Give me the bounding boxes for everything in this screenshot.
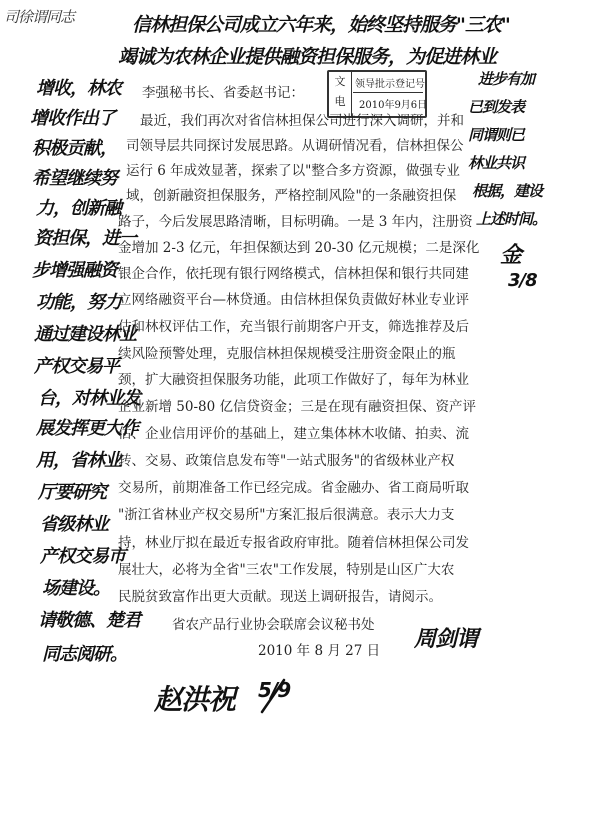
stamp-label-bottom: 电 — [334, 95, 346, 108]
stamp-label-top: 文 — [334, 75, 346, 88]
letter-line: 立网络融资平台—林贷通。由信林担保负责做好林业专业评 — [118, 292, 469, 308]
left-annotation-line: 请敬德、楚君 — [38, 610, 140, 631]
letter-date: 2010 年 8 月 27 日 — [258, 643, 381, 659]
left-annotation-line: 积极贡献， — [32, 138, 117, 159]
left-annotation-line: 步增强融资 — [32, 260, 117, 281]
letter-line: 民脱贫致富作出更大贡献。现送上调研报告，请阅示。 — [118, 589, 442, 605]
left-annotation-line: 增收作出了 — [30, 108, 115, 129]
top-annotation-line2: 竭诚为农林企业提供融资担保服务，为促进林业 — [118, 46, 497, 68]
letter-line: 银企合作，依托现有银行网络模式，信林担保和银行共同建 — [118, 266, 469, 282]
left-annotation-line: 台，对林业发 — [38, 388, 140, 409]
letter-line: 交易所，前期准备工作已经完成。省金融办、省工商局听取 — [118, 480, 469, 496]
letter-line: 域，创新融资担保服务，严格控制风险"的一条融资担保 — [126, 188, 457, 204]
letter-sender: 省农产品行业协会联席会议秘书处 — [172, 617, 375, 633]
left-annotation-line: 增收，林农 — [36, 78, 121, 99]
left-annotation-line: 用，省林业 — [36, 450, 121, 471]
letter-line: 展壮大，必将为全省"三农"工作发展，特别是山区广大农 — [118, 562, 455, 578]
right-signature-date: 3/8 — [508, 270, 537, 291]
bottom-signature: 赵洪祝 — [154, 683, 236, 716]
stamp-divider — [353, 92, 423, 93]
letter-line: 估和林权评估工作，充当银行前期客户开支，筛选推荐及后 — [118, 319, 469, 335]
right-signature: 金 — [500, 243, 522, 268]
left-annotation-line: 厅要研究 — [38, 482, 106, 503]
stamp-label — [329, 72, 352, 116]
letter-line: 最近，我们再次对省信林担保公司进行深入调研，并和 — [140, 113, 464, 129]
receipt-stamp — [327, 70, 427, 118]
letter-line: 颈，扩大融资担保服务功能，此项工作做好了，每年为林业 — [118, 372, 469, 388]
left-annotation-line: 产权交易平 — [34, 356, 119, 377]
right-annotation-line: 林业共识 — [468, 154, 525, 172]
left-annotation-line: 同志阅研。 — [42, 644, 127, 665]
letter-line: 持，林业厅拟在最近专报省政府审批。随着信林担保公司发 — [118, 535, 469, 551]
right-annotation-line: 同谓则已 — [468, 126, 525, 144]
left-annotation-line: 资担保，进一 — [34, 228, 136, 249]
left-annotation-line: 场建设。 — [42, 578, 110, 599]
letter-line: 估、企业信用评价的基础上，建立集体林木收储、拍卖、流 — [118, 426, 469, 442]
left-annotation-line: 省级林业 — [40, 514, 108, 535]
left-annotation-line: 希望继续努 — [32, 168, 117, 189]
right-annotation-line: 进步有加 — [478, 70, 535, 88]
stamp-register-label: 领导批示登记号 — [355, 79, 425, 90]
letter-line: 金增加 2-3 亿元，年担保额达到 20-30 亿元规模；二是深化 — [118, 240, 480, 256]
right-annotation-line: 根据，建设 — [472, 182, 543, 200]
corner-note: 司徐谓同志 — [4, 8, 75, 26]
letter-line: 运行 6 年成效显著，探索了以"整合多方资源，做强专业 — [126, 163, 460, 179]
bottom-signature-date: 5/9 — [258, 678, 291, 702]
letter-line: 转、交易、政策信息发布等"一站式服务"的省级林业产权 — [118, 453, 455, 469]
right-annotation-line: 上述时间。 — [476, 210, 547, 228]
letter-line: 司领导层共同探讨发展思路。从调研情况看，信林担保公 — [126, 138, 464, 154]
left-annotation-line: 通过建设林业 — [34, 324, 136, 345]
letter-line: 路子，今后发展思路清晰，目标明确。一是 3 年内，注册资 — [118, 214, 473, 230]
stamp-date: 2010年9月6日 — [359, 100, 428, 111]
left-annotation-line: 产权交易市 — [40, 546, 125, 567]
letter-line: 续风险预警处理，克服信林担保规模受注册资金限止的瓶 — [118, 346, 456, 362]
right-annotation-line: 已到发表 — [468, 98, 525, 116]
left-annotation-line: 功能，努力 — [36, 292, 121, 313]
top-annotation-line1: 信林担保公司成立六年来，始终坚持服务"三农" — [132, 14, 510, 36]
left-annotation-line: 展发挥更大作 — [36, 418, 138, 439]
left-annotation-line: 力，创新融 — [36, 198, 121, 219]
letter-line: "浙江省林业产权交易所"方案汇报后很满意。表示大力支 — [118, 507, 455, 523]
letter-salutation: 李强秘书长、省委赵书记： — [142, 85, 304, 101]
sender-signature: 周剑谓 — [414, 627, 478, 652]
letter-line: 企业新增 50-80 亿信贷资金；三是在现有融资担保、资产评 — [118, 399, 476, 415]
